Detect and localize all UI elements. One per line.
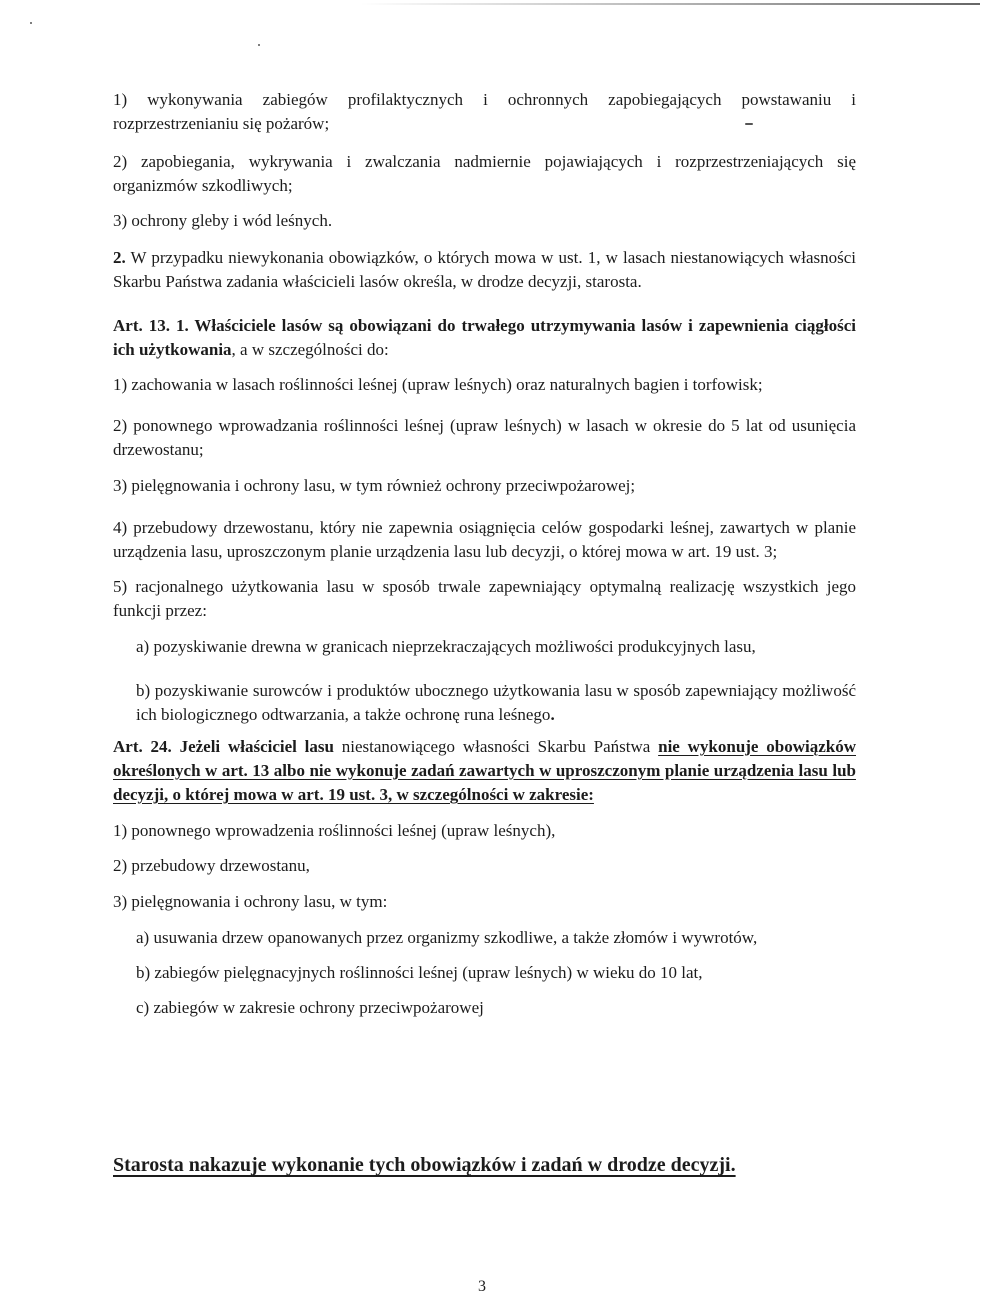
art24-item-1: 1) ponownego wprowadzenia roślinności leśnej (upraw leśnych), — [113, 821, 556, 840]
document-body — [113, 88, 856, 1020]
art13-heading — [113, 314, 856, 362]
art24-heading-bold: Art. 24. Jeżeli właściciel lasu — [113, 737, 334, 756]
scan-speck — [258, 44, 260, 46]
paragraph-2-number: 2. — [113, 248, 126, 267]
art13-item-5b-end: . — [550, 705, 555, 724]
art13-item-3: 3) pielęgnowania i ochrony lasu, w tym również ochrony przeciwpożarowej; — [113, 476, 636, 495]
page-number: 3 — [478, 1278, 486, 1295]
scan-speck — [30, 22, 32, 24]
art13-heading-rest: , a w szczególności do: — [231, 340, 389, 359]
paragraph-2 — [113, 246, 856, 294]
art24-item-3a: a) usuwania drzew opanowanych przez organizmy szkodliwe, a także złomów i wywrotów, — [136, 928, 758, 947]
paragraph-2-text: W przypadku niewykonania obowiązków, o których mowa w ust. 1, w lasach niestanowiących własności Skarbu Państwa zadania właścicieli lasów określa, w drodze decyzji, starosta. — [113, 248, 856, 291]
art24-item-3b: b) zabiegów pielęgnacyjnych roślinności leśnej (upraw leśnych) w wieku do 10 lat, — [136, 963, 703, 982]
art13-heading-bold: Art. 13. 1. Właściciele lasów są obowiązani do trwałego utrzymywania lasów i zapewnienia ciągłości ich użytkowania — [113, 316, 856, 359]
art13-item-1: 1) zachowania w lasach roślinności leśnej (upraw leśnych) oraz naturalnych bagien i torfowisk; — [113, 375, 763, 394]
art24-heading-mid: niestanowiącego własności Skarbu Państwa — [333, 737, 659, 756]
art13-item-5b — [113, 679, 856, 727]
section-a-item-1: 1) wykonywania zabiegów profilaktycznych i ochronnych zapobiegających powstawaniu i rozprzestrzenianiu się pożarów; — [113, 90, 856, 133]
scan-edge-line — [360, 3, 980, 5]
conclusion-statement: Starosta nakazuje wykonanie tych obowiązków i zadań w drodze decyzji. — [113, 1154, 736, 1176]
art24-item-3c: c) zabiegów w zakresie ochrony przeciwpożarowej — [136, 998, 484, 1017]
art13-item-5: 5) racjonalnego użytkowania lasu w sposób trwale zapewniający optymalną realizację wszystkich jego funkcji przez: — [113, 577, 856, 620]
art24-item-2: 2) przebudowy drzewostanu, — [113, 856, 310, 875]
art24-heading — [113, 735, 856, 807]
section-a-item-2: 2) zapobiegania, wykrywania i zwalczania nadmiernie pojawiających i rozprzestrzeniających się organizmów szkodliwych; — [113, 152, 856, 195]
art13-item-4: 4) przebudowy drzewostanu, który nie zapewnia osiągnięcia celów gospodarki leśnej, zawartych w planie urządzenia lasu, uproszczonym planie urządzenia lasu lub decyzji, o której mowa w art. 19 ust. 3; — [113, 518, 856, 561]
section-a-item-3: 3) ochrony gleby i wód leśnych. — [113, 211, 333, 230]
art24-heading-underlined: nie wykonuje obowiązków określonych w art. 13 albo nie wykonuje zadań zawartych w uproszczonym planie urządzenia lasu lub decyzji, o której mowa w art. 19 ust. 3, w szczególności w zakresie: — [113, 737, 856, 804]
art13-item-5b-text: b) pozyskiwanie surowców i produktów ubocznego użytkowania lasu w sposób zapewniający możliwość ich biologicznego odtwarzania, a także ochronę runa leśnego — [136, 681, 856, 724]
art13-item-2: 2) ponownego wprowadzania roślinności leśnej (upraw leśnych) w lasach w okresie do 5 lat od usunięcia drzewostanu; — [113, 416, 856, 459]
art24-item-3: 3) pielęgnowania i ochrony lasu, w tym: — [113, 892, 388, 911]
art13-item-5a: a) pozyskiwanie drewna w granicach nieprzekraczających możliwości produkcyjnych lasu, — [136, 637, 756, 656]
